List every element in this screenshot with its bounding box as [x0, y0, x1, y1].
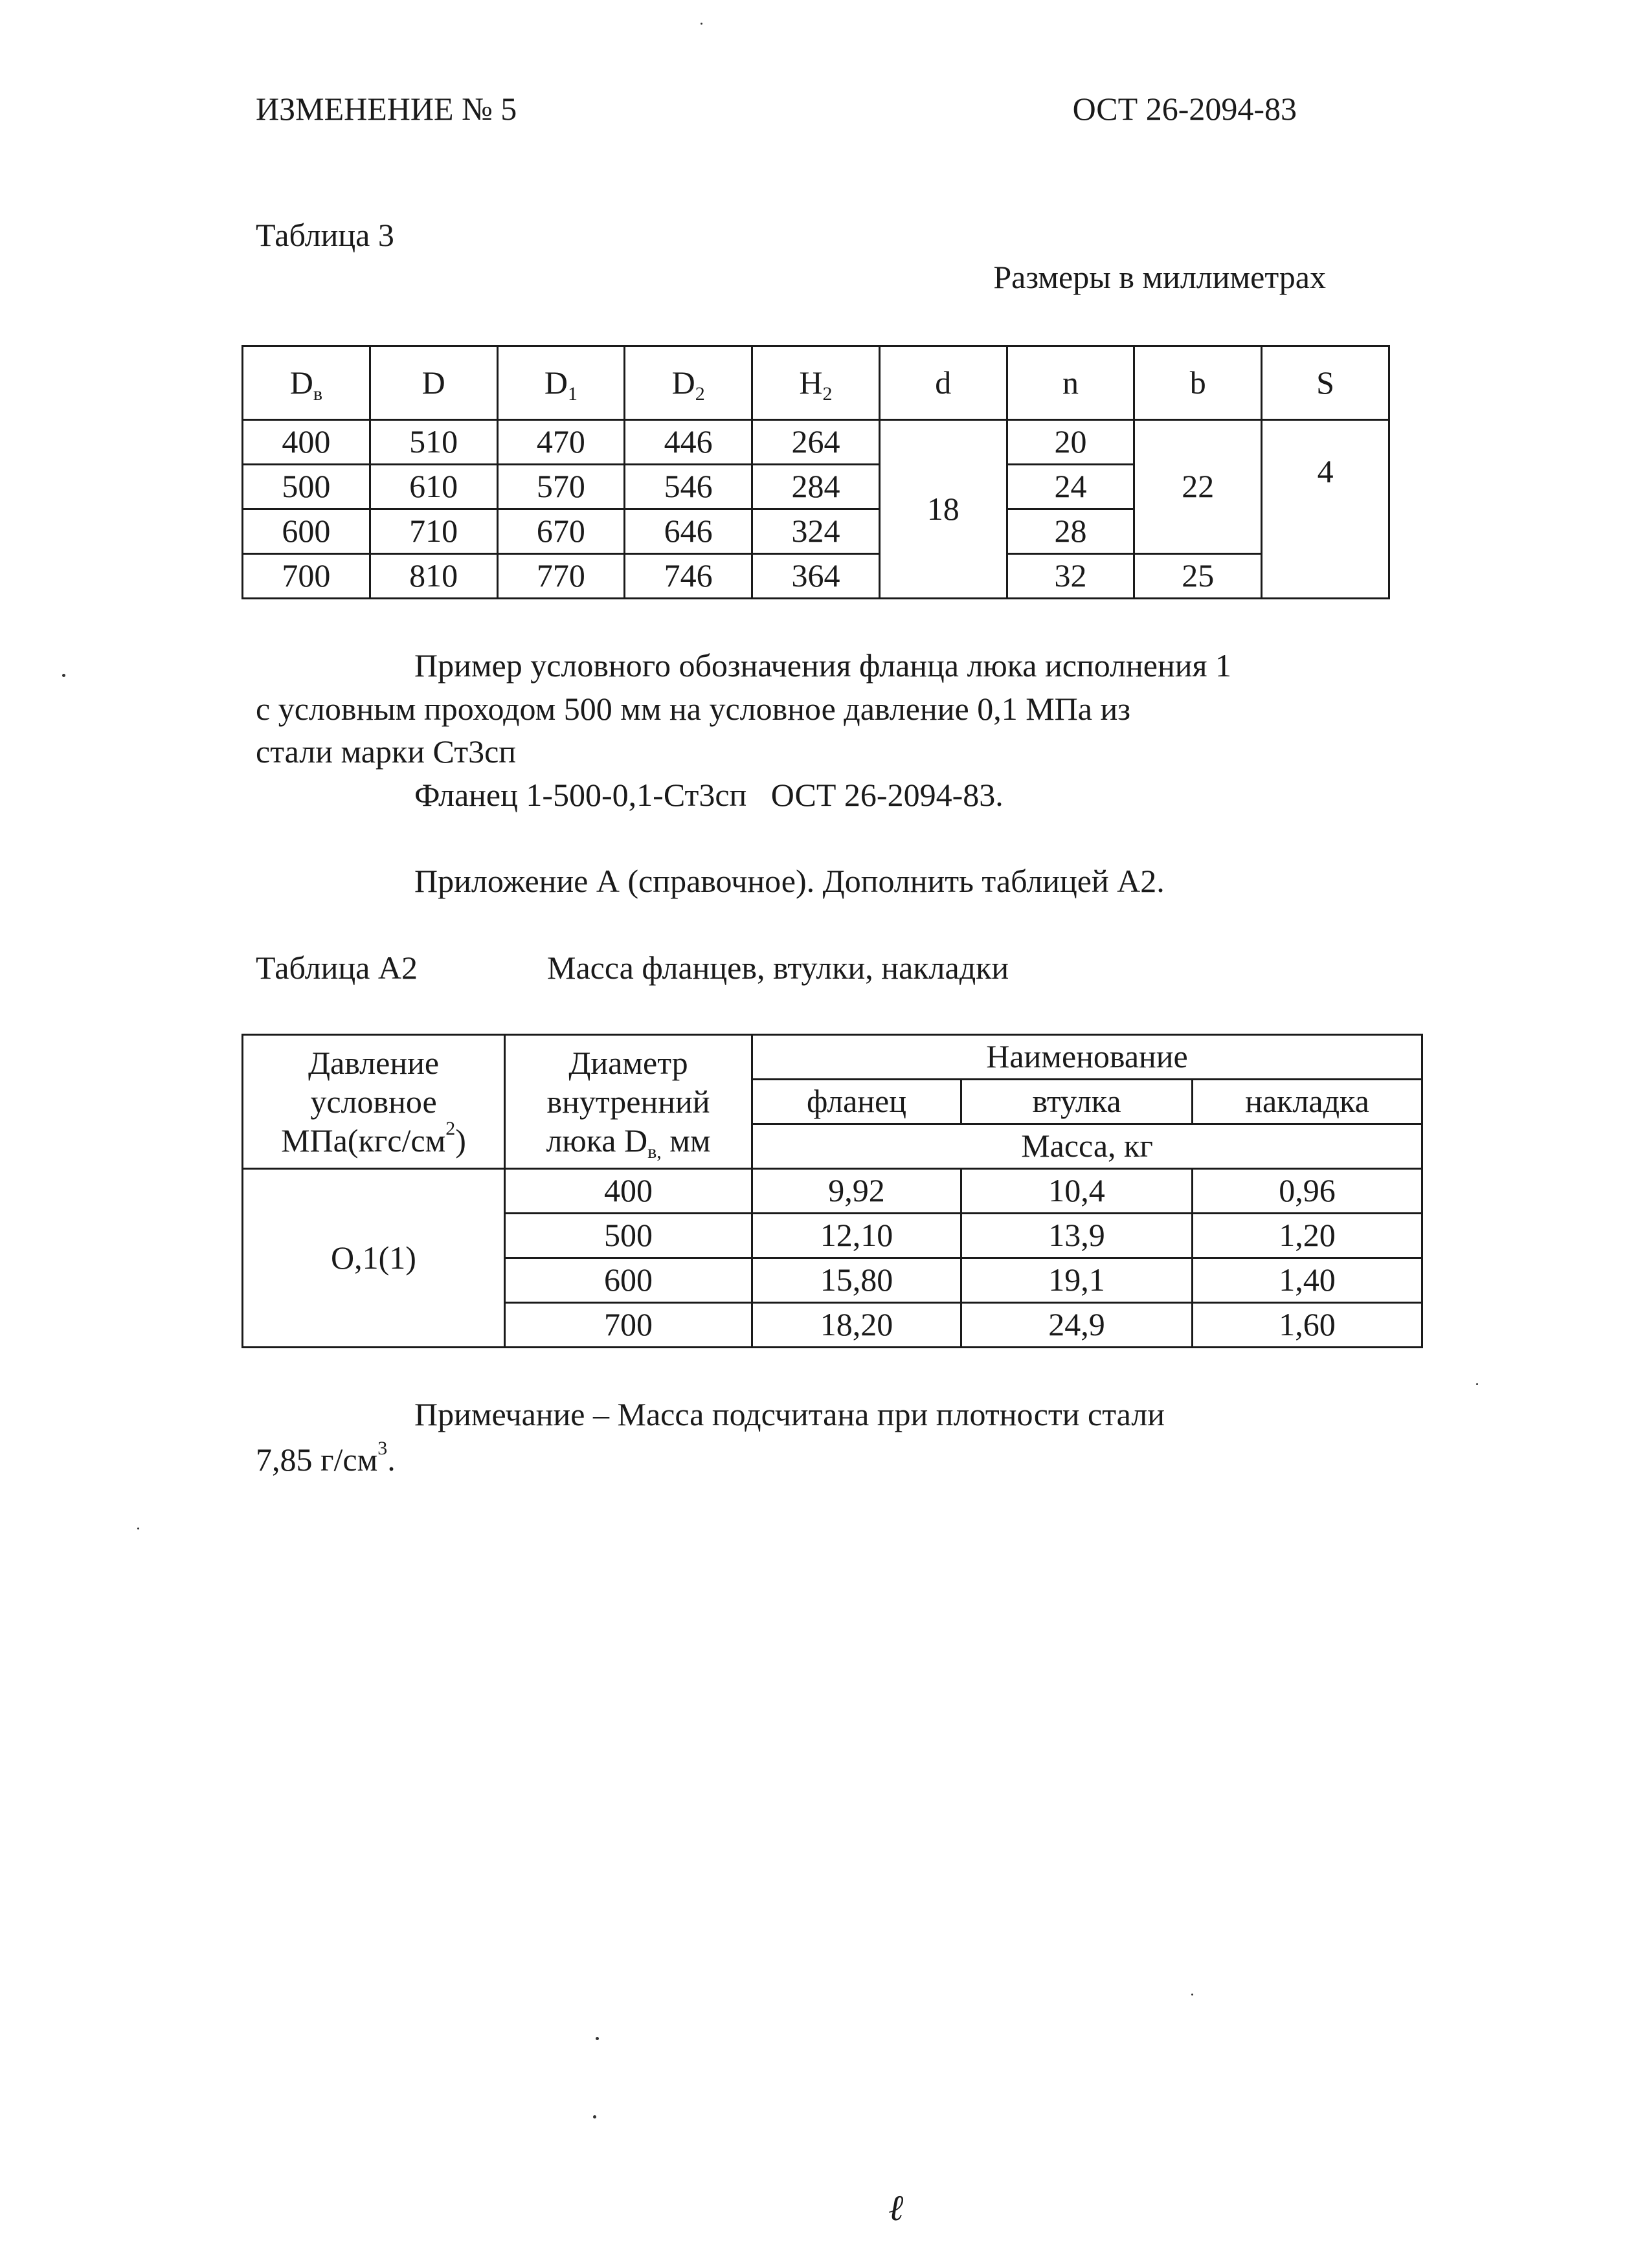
table-cell: 264 — [752, 420, 880, 465]
scan-speck — [1191, 1994, 1193, 1996]
table3-label: Таблица 3 — [256, 217, 394, 253]
table-cell: 610 — [370, 465, 497, 509]
table-cell-n: 20 — [1007, 420, 1134, 465]
standard-number: ОСТ 26-2094-83 — [1072, 91, 1297, 127]
tableA2-label: Таблица А2 — [256, 950, 418, 986]
example-line: стали марки Ст3сп — [256, 733, 517, 770]
table-cell: 15,80 — [752, 1258, 961, 1303]
table-cell-b: 25 — [1134, 554, 1262, 599]
table-cell-d: 18 — [879, 420, 1007, 599]
table-row — [243, 554, 1389, 599]
example-line: Пример условного обозначения фланца люка исполнения 1 — [414, 647, 1231, 684]
note-line: 7,85 $г/см^3$. — [256, 1438, 396, 1478]
table-cell: 1,40 — [1193, 1258, 1422, 1303]
scan-speck — [593, 2115, 596, 2118]
table-cell: 500 — [505, 1214, 752, 1258]
diameter-header: Диаметр внутренний люка $D_{в,}$ мм — [505, 1035, 752, 1169]
table-cell-n: 32 — [1007, 554, 1134, 599]
table-cell: 284 — [752, 465, 880, 509]
table-cell: 700 — [505, 1303, 752, 1348]
table-cell: 1,20 — [1193, 1214, 1422, 1258]
pad-header: накладка — [1193, 1080, 1422, 1124]
header-cell: $D_2$ — [625, 346, 752, 420]
table-row — [243, 1169, 1422, 1214]
table-cell: 400 — [505, 1169, 752, 1214]
table3-units: Размеры в миллиметрах — [993, 259, 1326, 295]
mass-table — [241, 1034, 1423, 1348]
table-cell: 510 — [370, 420, 497, 465]
table-cell: 746 — [625, 554, 752, 599]
table-header-row — [243, 346, 1389, 420]
mass-header: Масса, кг — [752, 1124, 1422, 1169]
table-cell-n: 24 — [1007, 465, 1134, 509]
table-cell: 12,10 — [752, 1214, 961, 1258]
table-cell: 19,1 — [961, 1258, 1193, 1303]
flange-header: фланец — [752, 1080, 961, 1124]
scan-speck — [701, 23, 702, 25]
pressure-header: Давление условное $МПа(кгс/см^2)$ — [243, 1035, 505, 1169]
scan-speck — [62, 674, 65, 677]
header-cell: d — [879, 346, 1007, 420]
header-cell: $D_1$ — [497, 346, 625, 420]
header-cell: b — [1134, 346, 1262, 420]
bushing-header: втулка — [961, 1080, 1193, 1124]
example-designation: Фланец 1-500-0,1-Ст3сп ОСТ 26-2094-83. — [414, 777, 1004, 813]
table-cell: 446 — [625, 420, 752, 465]
header-cell: D — [370, 346, 497, 420]
table-cell: 400 — [243, 420, 370, 465]
table-cell: 646 — [625, 509, 752, 554]
tableA2-caption: Масса фланцев, втулки, накладки — [547, 950, 1009, 986]
table-row — [243, 420, 1389, 465]
scan-speck — [1476, 1383, 1478, 1385]
table-cell-s: 4 — [1262, 420, 1389, 599]
header-cell: $D_в$ — [243, 346, 370, 420]
scan-speck — [137, 1528, 139, 1529]
table-cell-n: 28 — [1007, 509, 1134, 554]
amendment-number: ИЗМЕНЕНИЕ № 5 — [256, 91, 517, 127]
table-cell: 0,96 — [1193, 1169, 1422, 1214]
table-cell: 600 — [243, 509, 370, 554]
table-cell: 710 — [370, 509, 497, 554]
table-cell: 770 — [497, 554, 625, 599]
table-cell: 500 — [243, 465, 370, 509]
note-line: Примечание – Масса подсчитана при плотности стали — [414, 1396, 1165, 1432]
table-cell: 10,4 — [961, 1169, 1193, 1214]
table-cell: 700 — [243, 554, 370, 599]
example-line: с условным проходом 500 мм на условное давление 0,1 МПа из — [256, 691, 1130, 727]
header-cell: S — [1262, 346, 1389, 420]
table-cell: 364 — [752, 554, 880, 599]
table-cell: 24,9 — [961, 1303, 1193, 1348]
header-cell: $H_2$ — [752, 346, 880, 420]
table-cell: 600 — [505, 1258, 752, 1303]
dimensions-table — [241, 345, 1390, 599]
table-cell: 546 — [625, 465, 752, 509]
table-cell: 1,60 — [1193, 1303, 1422, 1348]
table-cell: 810 — [370, 554, 497, 599]
table-cell: 470 — [497, 420, 625, 465]
appendix-note: Приложение А (справочное). Дополнить таблицей А2. — [414, 863, 1165, 899]
name-header: Наименование — [752, 1035, 1422, 1080]
table-cell: 18,20 — [752, 1303, 961, 1348]
table-cell: 324 — [752, 509, 880, 554]
table-header-row — [243, 1035, 1422, 1080]
header-cell: n — [1007, 346, 1134, 420]
table-cell: 9,92 — [752, 1169, 961, 1214]
table-cell-b: 22 — [1134, 420, 1262, 554]
page-mark: ℓ — [888, 2188, 904, 2229]
table-cell: 670 — [497, 509, 625, 554]
pressure-cell: О,1(1) — [243, 1169, 505, 1348]
table-cell: 13,9 — [961, 1214, 1193, 1258]
table-cell: 570 — [497, 465, 625, 509]
scan-speck — [596, 2037, 599, 2040]
